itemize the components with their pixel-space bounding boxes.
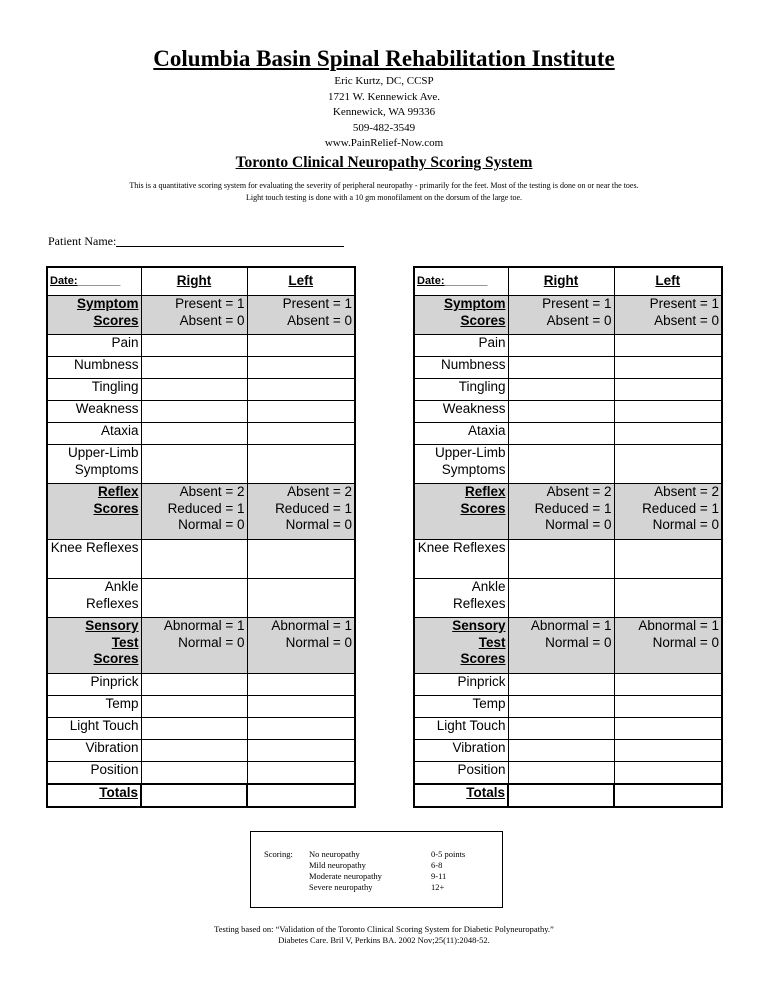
totals-right-cell[interactable]	[141, 784, 247, 807]
sensory-scale-left: Abnormal = 1 Normal = 0	[614, 618, 722, 674]
row-tingling: Tingling	[47, 379, 141, 401]
temp-right-cell[interactable]	[141, 696, 247, 718]
symptom-scale-left: Present = 1 Absent = 0	[614, 296, 722, 335]
numbness-right-cell[interactable]	[508, 357, 614, 379]
ankle-right-cell[interactable]	[508, 579, 614, 618]
totals-label: Totals	[47, 784, 141, 807]
row-weakness: Weakness	[47, 401, 141, 423]
scoring-label: Scoring:	[264, 849, 293, 859]
pain-left-cell[interactable]	[247, 335, 355, 357]
vibration-right-cell[interactable]	[141, 740, 247, 762]
totals-left-cell[interactable]	[614, 784, 722, 807]
scoring-row	[309, 860, 442, 871]
vibration-left-cell[interactable]	[247, 740, 355, 762]
position-right-cell[interactable]	[141, 762, 247, 785]
reflex-scale-left: Absent = 2 Reduced = 1 Normal = 0	[247, 484, 355, 540]
row-pinprick: Pinprick	[414, 674, 508, 696]
ankle-right-cell[interactable]	[141, 579, 247, 618]
scoring-level: Mild neuropathy	[309, 860, 366, 870]
light-touch-left-cell[interactable]	[247, 718, 355, 740]
sensory-scores-header: Sensory Test Scores	[414, 618, 508, 674]
row-light-touch: Light Touch	[414, 718, 508, 740]
row-ankle-reflexes: Ankle Reflexes	[414, 579, 508, 618]
pain-left-cell[interactable]	[614, 335, 722, 357]
row-numbness: Numbness	[47, 357, 141, 379]
patient-name-line[interactable]	[116, 246, 344, 247]
upper-limb-right-cell[interactable]	[508, 445, 614, 484]
pinprick-left-cell[interactable]	[247, 674, 355, 696]
sensory-scale-right: Abnormal = 1 Normal = 0	[508, 618, 614, 674]
ankle-left-cell[interactable]	[247, 579, 355, 618]
scoring-row	[309, 871, 446, 882]
reflex-scores-header: Reflex Scores	[47, 484, 141, 540]
citation-line-1: Testing based on: “Validation of the Toronto Clinical Scoring System for Diabetic Polyneuropathy.”	[214, 924, 554, 934]
citation	[0, 924, 768, 946]
row-temp: Temp	[414, 696, 508, 718]
light-touch-right-cell[interactable]	[508, 718, 614, 740]
scoring-points: 9-11	[431, 871, 447, 881]
vibration-left-cell[interactable]	[614, 740, 722, 762]
symptom-scores-header: Symptom Scores	[414, 296, 508, 335]
tingling-right-cell[interactable]	[141, 379, 247, 401]
symptom-scale-right: Present = 1 Absent = 0	[141, 296, 247, 335]
scoring-points: 0-5 points	[431, 849, 466, 859]
symptom-scale-right: Present = 1 Absent = 0	[508, 296, 614, 335]
vibration-right-cell[interactable]	[508, 740, 614, 762]
symptom-scores-header: Symptom Scores	[47, 296, 141, 335]
contact-website: www.PainRelief-Now.com	[324, 137, 444, 149]
row-position: Position	[47, 762, 141, 785]
weakness-right-cell[interactable]	[141, 401, 247, 423]
pain-right-cell[interactable]	[141, 335, 247, 357]
sensory-scores-header: Sensory Test Scores	[47, 618, 141, 674]
row-upper-limb: Upper-Limb Symptoms	[47, 445, 141, 484]
row-ataxia: Ataxia	[47, 423, 141, 445]
pinprick-left-cell[interactable]	[614, 674, 722, 696]
symptom-scale-left: Present = 1 Absent = 0	[247, 296, 355, 335]
light-touch-left-cell[interactable]	[614, 718, 722, 740]
right-header: Right	[141, 267, 247, 296]
tingling-left-cell[interactable]	[614, 379, 722, 401]
row-ataxia: Ataxia	[414, 423, 508, 445]
pinprick-right-cell[interactable]	[508, 674, 614, 696]
row-upper-limb: Upper-Limb Symptoms	[414, 445, 508, 484]
totals-label: Totals	[414, 784, 508, 807]
scoring-row	[309, 882, 444, 893]
contact-phone: 509-482-3549	[352, 121, 416, 134]
description	[0, 180, 768, 204]
scoring-level: Moderate neuropathy	[309, 871, 382, 881]
patient-name-field[interactable]	[48, 234, 344, 249]
upper-limb-right-cell[interactable]	[141, 445, 247, 484]
temp-right-cell[interactable]	[508, 696, 614, 718]
position-left-cell[interactable]	[247, 762, 355, 785]
contact-street: 1721 W. Kennewick Ave.	[328, 90, 440, 103]
row-pain: Pain	[47, 335, 141, 357]
row-pinprick: Pinprick	[47, 674, 141, 696]
sensory-scale-left: Abnormal = 1 Normal = 0	[247, 618, 355, 674]
totals-left-cell[interactable]	[247, 784, 355, 807]
weakness-left-cell[interactable]	[247, 401, 355, 423]
description-line-2: Light touch testing is done with a 10 gm monofilament on the dorsum of the large toe.	[245, 193, 523, 202]
ataxia-left-cell[interactable]	[614, 423, 722, 445]
weakness-left-cell[interactable]	[614, 401, 722, 423]
knee-right-cell[interactable]	[141, 540, 247, 579]
temp-left-cell[interactable]	[247, 696, 355, 718]
row-temp: Temp	[47, 696, 141, 718]
system-title: Toronto Clinical Neuropathy Scoring System	[235, 154, 533, 171]
date-cell[interactable]: Date:_______	[47, 267, 141, 296]
totals-right-cell[interactable]	[508, 784, 614, 807]
sensory-scale-right: Abnormal = 1 Normal = 0	[141, 618, 247, 674]
temp-left-cell[interactable]	[614, 696, 722, 718]
tingling-right-cell[interactable]	[508, 379, 614, 401]
scoring-points: 6-8	[431, 860, 443, 870]
date-cell[interactable]: Date:_______	[414, 267, 508, 296]
scoring-legend	[250, 831, 503, 908]
row-tingling: Tingling	[414, 379, 508, 401]
position-right-cell[interactable]	[508, 762, 614, 785]
citation-line-2: Diabetes Care. Bril V, Perkins BA. 2002 Nov;25(11):2048-52.	[278, 935, 490, 945]
row-knee-reflexes: Knee Reflexes	[47, 540, 141, 579]
reflex-scale-right: Absent = 2 Reduced = 1 Normal = 0	[508, 484, 614, 540]
row-weakness: Weakness	[414, 401, 508, 423]
pinprick-right-cell[interactable]	[141, 674, 247, 696]
knee-right-cell[interactable]	[508, 540, 614, 579]
scoring-level: Severe neuropathy	[309, 882, 373, 892]
patient-name-label: Patient Name:	[48, 234, 117, 248]
ataxia-left-cell[interactable]	[247, 423, 355, 445]
row-vibration: Vibration	[47, 740, 141, 762]
row-knee-reflexes: Knee Reflexes	[414, 540, 508, 579]
ataxia-right-cell[interactable]	[141, 423, 247, 445]
scoring-points: 12+	[431, 882, 445, 892]
light-touch-right-cell[interactable]	[141, 718, 247, 740]
left-header: Left	[247, 267, 355, 296]
ankle-left-cell[interactable]	[614, 579, 722, 618]
tingling-left-cell[interactable]	[247, 379, 355, 401]
scoring-row	[309, 849, 465, 860]
description-line-1: This is a quantitative scoring system for evaluating the severity of peripheral neuropathy - primarily for the feet. Most of the testing is done on or near the toes.	[129, 181, 639, 190]
reflex-scale-left: Absent = 2 Reduced = 1 Normal = 0	[614, 484, 722, 540]
letterhead	[0, 44, 768, 152]
row-ankle-reflexes: Ankle Reflexes	[47, 579, 141, 618]
numbness-left-cell[interactable]	[247, 357, 355, 379]
left-header: Left	[614, 267, 722, 296]
row-numbness: Numbness	[414, 357, 508, 379]
position-left-cell[interactable]	[614, 762, 722, 785]
numbness-right-cell[interactable]	[141, 357, 247, 379]
row-pain: Pain	[414, 335, 508, 357]
institute-name: Columbia Basin Spinal Rehabilitation Institute	[153, 46, 615, 71]
ataxia-right-cell[interactable]	[508, 423, 614, 445]
knee-left-cell[interactable]	[247, 540, 355, 579]
pain-right-cell[interactable]	[508, 335, 614, 357]
row-position: Position	[414, 762, 508, 785]
scoring-table-right	[413, 266, 723, 808]
row-light-touch: Light Touch	[47, 718, 141, 740]
knee-left-cell[interactable]	[614, 540, 722, 579]
row-vibration: Vibration	[414, 740, 508, 762]
scoring-level: No neuropathy	[309, 849, 360, 859]
reflex-scores-header: Reflex Scores	[414, 484, 508, 540]
numbness-left-cell[interactable]	[614, 357, 722, 379]
right-header: Right	[508, 267, 614, 296]
scoring-table-left	[46, 266, 356, 808]
contact-city: Kennewick, WA 99336	[332, 106, 436, 118]
weakness-right-cell[interactable]	[508, 401, 614, 423]
upper-limb-left-cell[interactable]	[614, 445, 722, 484]
reflex-scale-right: Absent = 2 Reduced = 1 Normal = 0	[141, 484, 247, 540]
upper-limb-left-cell[interactable]	[247, 445, 355, 484]
contact-name: Eric Kurtz, DC, CCSP	[334, 75, 434, 87]
